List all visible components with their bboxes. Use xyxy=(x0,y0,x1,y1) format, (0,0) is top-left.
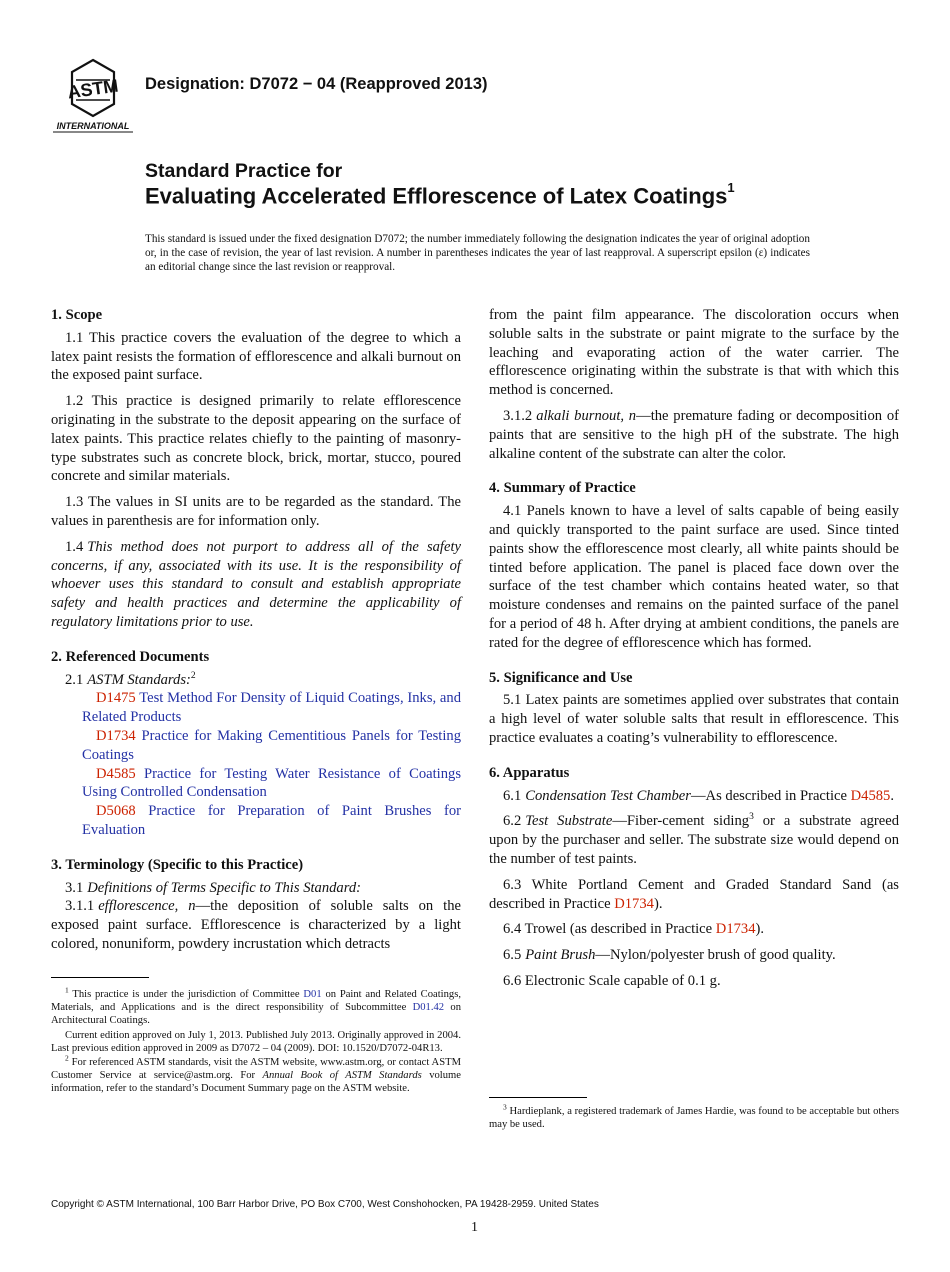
section-5-heading: 5. Significance and Use xyxy=(489,669,633,686)
para-1-1: 1.1 This practice covers the evaluation of the degree to which a latex paint resists the formation of efflorescence and alkali burnout on the exposed paint surface. xyxy=(51,329,461,384)
footnote-rule-right xyxy=(489,1097,587,1098)
ref-title[interactable]: Practice for Preparation of Paint Brushes for Evaluation xyxy=(82,803,461,838)
logo-caption: INTERNATIONAL xyxy=(56,121,130,131)
para-1-2: 1.2 This practice is designed primarily to relate efflorescence originating in the substrate to the deposit appearing on the surface of latex paints. This practice relates chiefly to the painting of masonry-type substrates such as concrete block, brick, mortar, stucco, poured concrete and similar materials. xyxy=(51,393,461,485)
para-1-4-text: This method does not purport to address all of the safety concerns, if any, associated with its use. It is the responsibility of whoever uses this standard to consult and establish appropriate safety and health practices and determine the applicability of regulatory limitations prior to use. xyxy=(51,538,461,630)
footnote-1-text-b: on Paint and Related Coatings, Materials, and Applications and is the direct responsibility of Subcommittee xyxy=(51,989,461,1014)
para-6-2 xyxy=(489,812,899,868)
ref-title[interactable]: Practice for Making Cementitious Panels for Testing Coatings xyxy=(82,727,461,763)
title-footnote-mark: 1 xyxy=(727,180,735,195)
right-column xyxy=(489,306,899,991)
title-text: Evaluating Accelerated Efflorescence of Latex Coatings xyxy=(145,183,728,209)
para-6-2-text-a: —Fiber-cement siding xyxy=(612,813,750,830)
ref-code[interactable]: D5068 xyxy=(96,803,136,820)
section-4-heading: 4. Summary of Practice xyxy=(489,480,636,497)
left-column xyxy=(51,306,461,954)
para-6-4: 6.4 Trowel (as described in Practice D1734). xyxy=(503,921,765,938)
para-5-1: 5.1 Latex paints are sometimes applied over substrates that contain a high level of water soluble salts that result in efflorescence. This practice evaluates a coating’s vulnerability to efflorescence. xyxy=(489,692,899,746)
para-3-1 xyxy=(51,879,461,898)
para-2-1-num: 2.1 xyxy=(65,671,84,688)
footnote-1-mark: 1 xyxy=(65,985,69,995)
para-6-2-sup: 3 xyxy=(749,812,754,823)
para-6-5-term: Paint Brush xyxy=(525,947,596,964)
para-3-1-2-text: —the premature fading or decomposition of paints that are sensitive to the high pH of the substrate. The high alkaline content of the substrate can alter the color. xyxy=(489,407,899,462)
para-1-4 xyxy=(51,538,461,632)
footnote-1-edition: Current edition approved on July 1, 2013. Published July 2013. Originally approved in 2004. Last previous edition approved in 2009 as D7072 – 04 (2009). DOI: 10.1520/D7072-04R13. xyxy=(51,1029,461,1054)
para-1-3: 1.3 The values in SI units are to be regarded as the standard. The values in parenthesis are for information only. xyxy=(51,494,461,529)
ref-title[interactable]: Practice for Testing Water Resistance of Coatings Using Controlled Condensation xyxy=(82,765,462,801)
footnote-2-text-a: For referenced ASTM standards, visit the ASTM website, www.astm.org, or contact ASTM Customer Service at service@astm.org. For xyxy=(51,1057,461,1082)
subcommittee-link[interactable]: D01.42 xyxy=(412,1002,445,1014)
footnote-3-text: Hardieplank, a registered trademark of James Hardie, was found to be acceptable but others may be used. xyxy=(489,1106,899,1131)
para-6-4-text: 6.4 Trowel (as described in Practice xyxy=(503,921,716,938)
para-3-1-1-num: 3.1.1 xyxy=(65,898,95,915)
ref-code[interactable]: D4585 xyxy=(96,765,136,782)
para-6-1-num: 6.1 xyxy=(503,787,522,804)
logo-letters: ASTM xyxy=(66,75,120,103)
para-3-1-2 xyxy=(489,407,899,463)
para-1-4-num: 1.4 xyxy=(65,538,84,555)
footnote-2-mark: 2 xyxy=(65,1053,69,1063)
footnote-1 xyxy=(51,985,462,1028)
committee-link[interactable]: D01 xyxy=(303,989,322,1000)
para-3-1-2-num: 3.1.2 xyxy=(503,407,533,424)
footnote-rule-left xyxy=(51,977,149,978)
ref-title[interactable]: Test Method For Density of Liquid Coatings, Inks, and Related Products xyxy=(82,690,462,726)
para-3-1-1 xyxy=(51,897,461,953)
footnotes-right xyxy=(489,1102,899,1132)
para-6-1: 6.1 Condensation Test Chamber—As described in Practice D4585. xyxy=(503,787,894,804)
footnote-1-text-a: This practice is under the jurisdiction of Committee xyxy=(68,989,304,1000)
ref-code[interactable]: D1734 xyxy=(96,727,136,744)
para-3-1-text: Definitions of Terms Specific to This Standard: xyxy=(87,879,362,896)
d1734-link[interactable]: D1734 xyxy=(715,921,756,938)
footnotes-left xyxy=(51,985,462,1097)
para-6-5-num: 6.5 xyxy=(503,947,522,964)
para-6-5 xyxy=(489,946,899,965)
para-4-1: 4.1 Panels known to have a level of salts capable of being easily and quickly transported to the paint surface are used. Since tinted paints show the efflorescence most clearly, all white paints should be tinted before application. The panel is placed face down over the surface of the test chamber which contains heated water, so that moisture condenses and remains on the painted surface of the panel for a period of 48 h. After drying at ambient conditions, the panels are rated for the degree of efflorescence which has formed. xyxy=(489,503,899,651)
section-6-heading: 6. Apparatus xyxy=(489,764,570,781)
footnote-2 xyxy=(51,1053,461,1096)
para-6-3: 6.3 White Portland Cement and Graded Standard Sand (as described in Practice D1734). xyxy=(489,876,899,912)
title-line2 xyxy=(145,180,735,209)
footnote-2-italic: Annual Book of ASTM Standards xyxy=(262,1070,422,1082)
ref-item[interactable] xyxy=(51,727,461,765)
d4585-link[interactable]: D4585 xyxy=(850,787,891,804)
para-3-1-num: 3.1 xyxy=(65,879,84,896)
referenced-documents-list xyxy=(51,689,461,839)
issuance-notice: This standard is issued under the fixed designation D7072; the number immediately following the designation indicates the year of original adoption or, in the case of revision, the year of last revision. A number in parentheses indicates the year of last reapproval. A superscript epsilon (ε) indicates an editorial change since the last revision or reapproval. xyxy=(145,233,810,273)
para-2-1-sup: 2 xyxy=(190,670,196,681)
para-3-1-1-term: efflorescence, n xyxy=(98,898,196,915)
para-6-3-text: 6.3 White Portland Cement and Graded Standard Sand (as described in Practice xyxy=(489,876,899,912)
astm-logo xyxy=(52,58,134,134)
para-2-1-text: ASTM Standards: xyxy=(87,671,191,688)
para-6-5-text: —Nylon/polyester brush of good quality. xyxy=(595,947,836,964)
para-3-1-2-term: alkali burnout, n xyxy=(536,407,637,424)
footnote-3 xyxy=(489,1102,899,1131)
para-2-1 xyxy=(51,671,461,690)
d1734-link[interactable]: D1734 xyxy=(614,895,654,912)
footnote-3-mark: 3 xyxy=(503,1102,507,1112)
para-6-6: 6.6 Electronic Scale capable of 0.1 g. xyxy=(503,972,721,989)
para-6-2-term: Test Substrate xyxy=(525,813,613,830)
para-6-2-num: 6.2 xyxy=(503,813,522,830)
ref-item[interactable] xyxy=(51,765,461,803)
ref-item[interactable] xyxy=(51,802,461,840)
section-2-heading: 2. Referenced Documents xyxy=(51,648,210,665)
para-3-1-1-continued: from the paint film appearance. The discoloration occurs when soluble salts in the substrate or paint migrate to the surface by the leaching and evaporating action of the water carrier. The efflorescence originating within the substrate is that with which this method is concerned. xyxy=(489,307,899,399)
designation: Designation: D7072 − 04 (Reapproved 2013) xyxy=(145,75,488,93)
footnote-1-text-c: on Architectural Coatings. xyxy=(51,1002,462,1027)
para-3-1-1-text: —the deposition of soluble salts on the exposed paint surface. Efflorescence is characterized by a light colored, nonuniform, powdery incrustation which detracts xyxy=(51,898,461,952)
footnote-2-text-b: volume information, refer to the standard’s Document Summary page on the ASTM website. xyxy=(51,1070,461,1095)
astm-logo-graphic xyxy=(52,58,134,134)
para-6-2-text-b: or a substrate agreed upon by the purchaser and seller. The substrate size would depend on the number of test paints. xyxy=(489,813,899,867)
section-1-heading: 1. Scope xyxy=(51,307,103,323)
page-number: 1 xyxy=(471,1220,478,1235)
para-6-1-term: Condensation Test Chamber xyxy=(525,787,691,804)
ref-item[interactable] xyxy=(51,689,461,727)
section-3-heading: 3. Terminology (Specific to this Practice) xyxy=(51,856,304,873)
title-line1: Standard Practice for xyxy=(145,160,343,182)
ref-code[interactable]: D1475 xyxy=(96,690,136,707)
copyright: Copyright © ASTM International, 100 Barr Harbor Drive, PO Box C700, West Conshohocken, PA 19428-2959. United States xyxy=(51,1199,599,1210)
para-6-1-text: —As described in Practice xyxy=(690,787,851,804)
